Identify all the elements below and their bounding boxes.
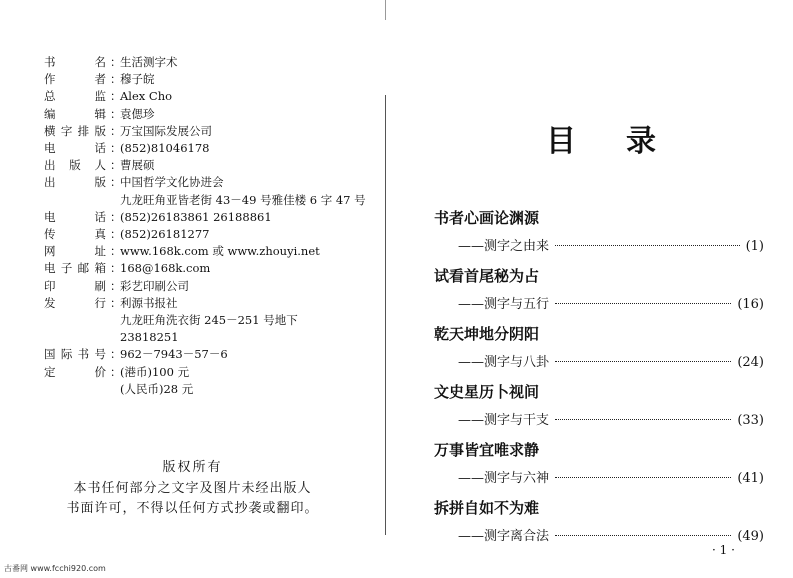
colophon-label: 电 话 [44,141,106,156]
colophon-value: 生活测字术 [120,55,178,69]
toc-chapter-title[interactable]: 文史星历卜视间 [434,383,540,401]
colophon-separator: ： [110,364,122,379]
colophon-label: 印 刷 [44,278,106,293]
colophon-row [44,106,366,123]
colophon-row [44,157,366,174]
colophon-label: 书 名 [44,55,106,69]
toc-subtitle: ——测字与干支 [458,413,550,428]
colophon-separator: ： [110,261,122,276]
toc-entry[interactable] [434,348,764,378]
colophon-separator: ： [110,141,122,156]
colophon-value: (港币)100 元 [120,364,190,379]
colophon-label: 作 者 [44,72,106,87]
contents-page [386,0,793,578]
colophon-value: 168@168k.com [120,261,211,276]
toc-entry[interactable] [434,406,764,436]
colophon-value: (852)81046178 [120,141,210,156]
colophon-separator: ： [110,244,122,259]
colophon-label: 编 辑 [44,106,106,121]
colophon-row [44,54,366,71]
colophon-separator: ： [110,72,122,87]
colophon-label: 电子邮箱 [44,261,106,276]
toc-subtitle: ——测字与五行 [458,297,550,312]
copyright-page [0,0,385,578]
copyright-title: 版权所有 [162,460,223,475]
colophon-label: 传 真 [44,227,106,242]
toc-subtitle: ——测字离合法 [458,529,550,544]
colophon-value: 穆子皖 [120,72,155,87]
colophon-value: 万宝国际发展公司 [120,123,212,138]
toc-chapter-title[interactable]: 万事皆宜唯求静 [434,441,540,459]
colophon-separator: ： [110,55,122,69]
colophon-value: (852)26181277 [120,227,210,242]
colophon-separator [110,312,120,329]
colophon-row [44,140,366,157]
colophon-row [44,209,366,226]
copyright-line: 本书任何部分之文字及图片未经出版人 [73,481,312,496]
colophon-value: (852)26183861 26188861 [120,209,272,224]
toc-chapter-title[interactable]: 试看首尾秘为占 [434,267,540,285]
copyright-line: 书面许可，不得以任何方式抄袭或翻印。 [66,501,319,516]
colophon-row [44,123,366,140]
colophon-label: 国际书号 [44,347,106,362]
colophon-separator: ： [110,158,122,173]
toc-title: 目录 [546,124,706,159]
colophon-row [44,71,366,88]
colophon-separator: ： [110,89,122,104]
colophon-value: www.168k.com 或 www.zhouyi.net [120,244,320,259]
colophon-value: 九龙旺角洗衣街 245－251 号地下 [120,313,298,328]
toc-entry[interactable] [434,464,764,494]
colophon-row [44,243,366,260]
footer-watermark: 古番网 www.fcchi920.com [4,564,106,573]
toc-page-number: (49) [737,529,764,544]
colophon-separator: ： [110,278,122,293]
colophon-row [44,226,366,243]
toc-entry[interactable] [434,232,764,262]
colophon-separator: ： [110,209,122,224]
colophon-value: 利源书报社 [120,295,178,310]
colophon-separator: ： [110,347,122,362]
colophon-label: 定 价 [44,364,106,379]
toc-leader-dots [555,245,740,246]
toc-leader-dots [555,477,731,478]
colophon-row [44,260,366,277]
toc-list [434,204,764,552]
toc-leader-dots [555,535,731,536]
colophon-label: 出 版 人 [44,158,106,173]
colophon-row [44,192,366,209]
colophon-row [44,312,366,329]
colophon-value: 中国哲学文化协进会 [120,175,224,190]
toc-chapter-title[interactable]: 乾天坤地分阴阳 [434,325,540,343]
colophon-row [44,174,366,191]
colophon-separator: ： [110,227,122,242]
toc-leader-dots [555,419,731,420]
colophon-separator: ： [110,295,122,310]
toc-entry[interactable] [434,290,764,320]
colophon-value: (人民币)28 元 [120,381,194,396]
colophon-separator [110,381,120,398]
toc-subtitle: ——测字之由来 [458,239,550,254]
colophon-label: 发 行 [44,295,106,310]
toc-leader-dots [555,361,731,362]
toc-subtitle: ——测字与八卦 [458,355,550,370]
colophon-value: 962－7943－57－6 [120,347,228,362]
colophon-separator: ： [110,175,122,190]
colophon-row [44,346,366,363]
toc-leader-dots [555,303,731,304]
colophon-label: 横字排版 [44,123,106,138]
toc-page-number: (1) [745,239,764,254]
colophon-label: 出 版 [44,175,106,190]
colophon-label: 网 址 [44,244,106,259]
toc-page-number: (33) [737,413,764,428]
toc-chapter-title[interactable]: 拆拼自如不为难 [434,499,540,517]
colophon-value: 袁偲珍 [120,106,155,121]
colophon-label: 总 监 [44,89,106,104]
colophon-value: 彩艺印刷公司 [120,278,189,293]
colophon-row [44,364,366,381]
colophon-row [44,295,366,312]
colophon-separator: ： [110,123,122,138]
colophon-value: 曹展硕 [120,158,155,173]
toc-subtitle: ——测字与六神 [458,471,550,486]
toc-page-number: (16) [737,297,764,312]
colophon-value: 23818251 [120,330,179,345]
colophon-label: 电 话 [44,209,106,224]
colophon-row [44,88,366,105]
toc-page-number: (41) [737,471,764,486]
colophon [44,54,366,398]
colophon-value: 九龙旺角亚皆老街 43－49 号雅佳楼 6 字 47 号 [120,192,366,207]
copyright-notice [0,456,385,519]
colophon-row [44,329,366,346]
toc-chapter-title[interactable]: 书者心画论渊源 [434,209,540,227]
colophon-row [44,381,366,398]
page-number: · 1 · [712,543,735,557]
toc-page-number: (24) [737,355,764,370]
colophon-separator [110,192,120,209]
colophon-separator: ： [110,106,122,121]
colophon-value: Alex Cho [120,89,173,104]
colophon-row [44,278,366,295]
colophon-separator [110,329,120,346]
